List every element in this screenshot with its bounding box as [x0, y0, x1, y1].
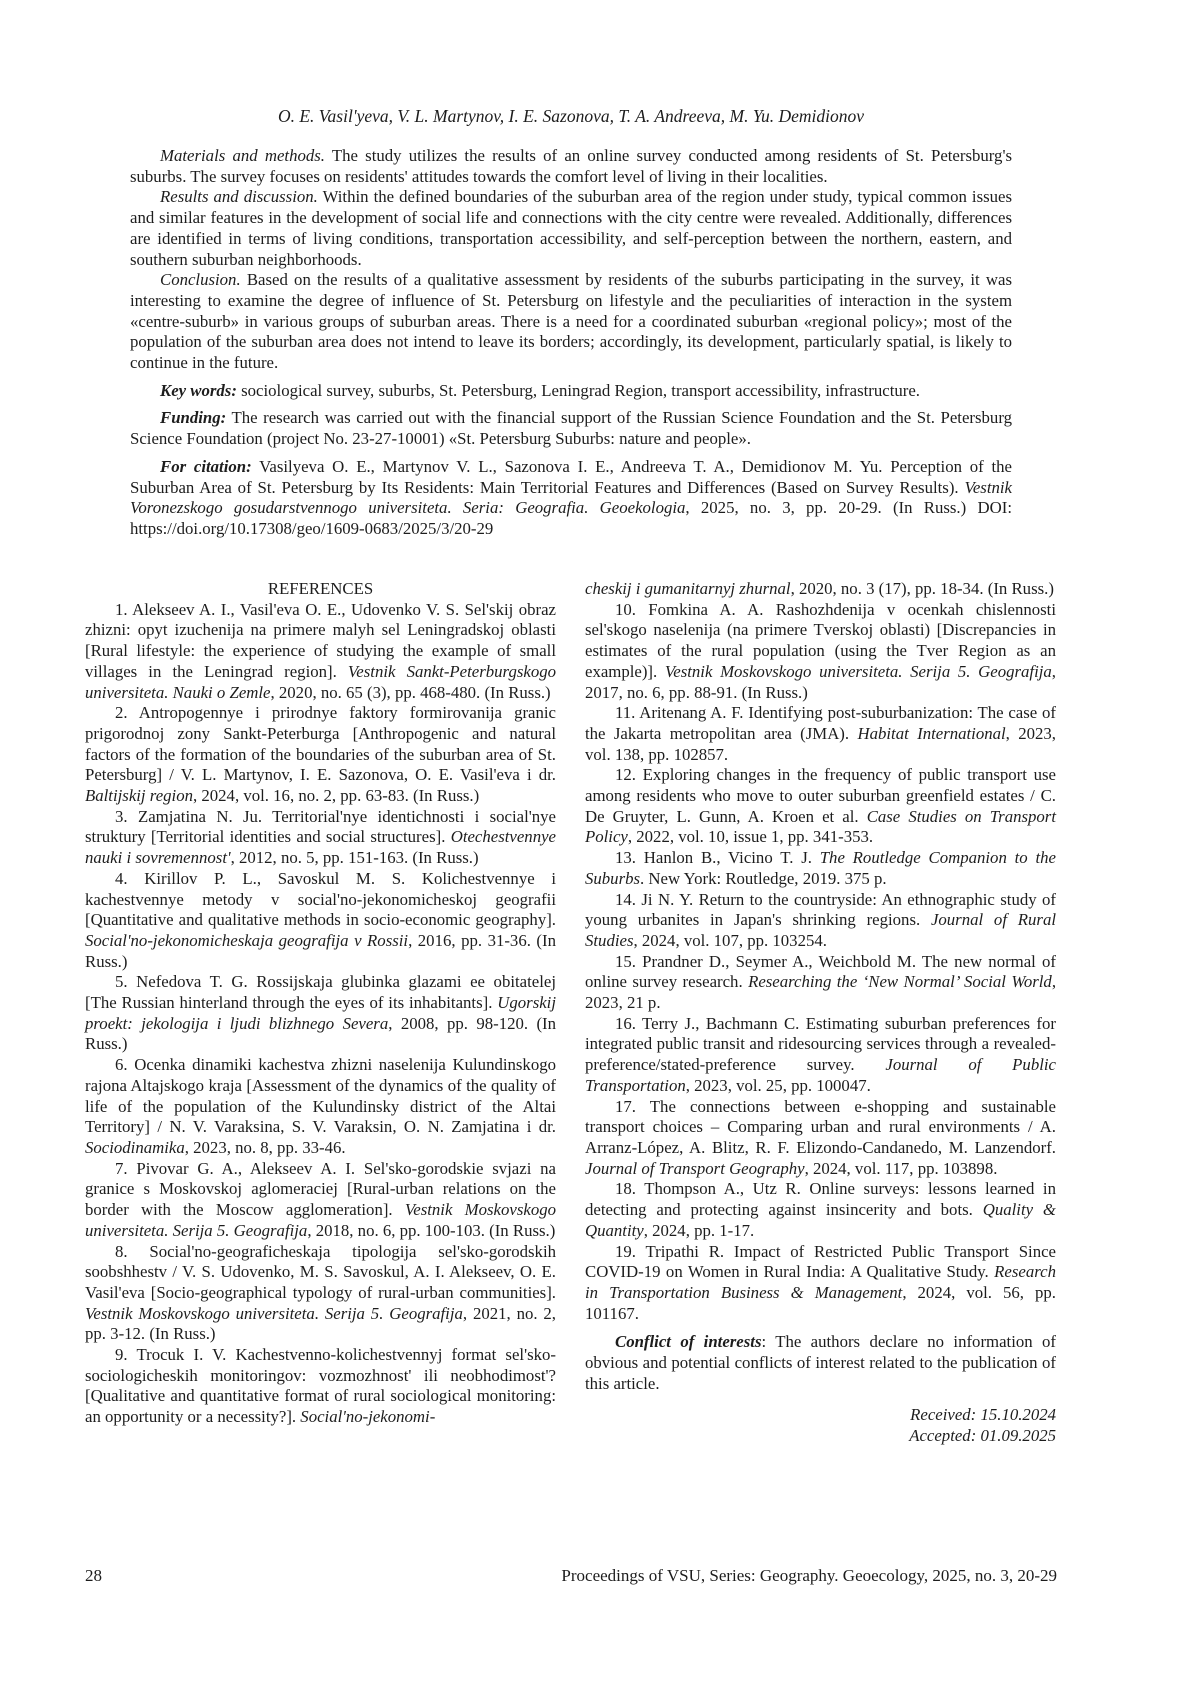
- reference-item-1: 1. Alekseev A. I., Vasil'eva O. E., Udovenko V. S. Sel'skij obraz zhizni: opyt izuchenija na primere malyh sel Leningradskoj oblasti [Rural lifestyle: the experience of studying the example of small villages in the Leningrad region]. Vestnik Sankt-Peterburgskogo universiteta. Nauki o Zemle, 2020, no. 65 (3), pp. 468-480. (In Russ.): [85, 599, 557, 702]
- footer-journal-line: Proceedings of VSU, Series: Geography. Geoecology, 2025, no. 3, 20-29: [561, 1566, 1057, 1585]
- reference-item-10: 10. Fomkina A. A. Rashozhdenija v ocenkah chislennosti sel'skogo naselenija (na primere Tverskoj oblasti) [Discrepancies in estimates of the rural population (using the Tver Region as an example)]. Vestnik Moskovskogo universiteta. Serija 5. Geografija, 2017, no. 6, pp. 88-91. (In Russ.): [585, 599, 1056, 702]
- reference-item-7: 7. Pivovar G. A., Alekseev A. I. Sel'sko-gorodskie svjazi na granice s Moskovskoj aglomeraciej [Rural-urban relations on the border with the Moscow agglomeration]. Vestnik Moskovskogo universiteta. Serija 5. Geografija, 2018, no. 6, pp. 100-103. (In Russ.): [85, 1158, 556, 1240]
- reference-item-6: 6. Ocenka dinamiki kachestva zhizni naselenija Kulundinskogo rajona Altajskogo kraja [Assessment of the dynamics of the quality of life of the population of the Kulundinsky district of the Altai Territory] / N. V. Varaksina, S. V. Varaksin, O. N. Zamjatina i dr. Sociodinamika, 2023, no. 8, pp. 33-46.: [85, 1055, 556, 1157]
- reference-item-11: 11. Aritenang A. F. Identifying post-suburbanization: The case of the Jakarta metropolitan area (JMA). Habitat International, 2023, vol. 138, pp. 102857.: [585, 703, 1056, 764]
- references-heading: REFERENCES: [267, 579, 374, 598]
- reference-item-13: 13. Hanlon B., Vicino T. J. The Routledge Companion to the Suburbs. New York: Routledge, 2019. 375 p.: [585, 848, 1056, 888]
- article-dates: [585, 1405, 1056, 1446]
- references-left-column: [85, 579, 556, 1447]
- annotation-section: [130, 146, 1012, 540]
- key-words-paragraph: Key words: sociological survey, suburbs, St. Petersburg, Leningrad Region, transport accessibility, infrastructure.: [160, 380, 920, 400]
- running-head-authors: O. E. Vasil'yeva, V. L. Martynov, I. E. Sazonova, T. A. Andreeva, M. Yu. Demidionov: [277, 106, 865, 126]
- funding-paragraph: Funding: The research was carried out with the financial support of the Russian Science Foundation and the St. Petersburg Science Foundation (project No. 23-27-10001) «St. Petersburg Suburbs: nature and people».: [130, 408, 1012, 449]
- results-and-discussion-paragraph: Results and discussion. Within the defined boundaries of the suburban area of the region under study, typical common issues and similar features in the development of social life and connections with the city centre were revealed. Additionally, differences are identified in terms of living conditions, transportation accessibility, and self-perception between the northern, eastern, and southern suburban neighborhoods.: [130, 187, 1013, 269]
- materials-and-methods-paragraph: Materials and methods. The study utilizes the results of an online survey conducted among residents of St. Petersburg's suburbs. The survey focuses on residents' attitudes towards the comfort level of living in their localities.: [130, 146, 1013, 186]
- for-citation-paragraph: For citation: Vasilyeva O. E., Martynov V. L., Sazonova I. E., Andreeva T. A., Demidionov M. Yu. Perception of the Suburban Area of St. Petersburg by Its Residents: Main Territorial Features and Differences (Based on Survey Results). Vestnik Voronezskogo gosudarstvennogo universiteta. Seria: Geografia. Geoekologia, 2025, no. 3, pp. 20-29. (In Russ.) DOI: https://doi.org/10.17308/geo/1609-0683/2025/3/20-29: [130, 456, 1012, 538]
- page-number: 28: [85, 1566, 102, 1585]
- references-right-column: [585, 579, 1056, 1447]
- reference-item-8: 8. Social'no-geograficheskaja tipologija sel'sko-gorodskih soobshhestv / V. S. Udovenko, M. S. Savoskul, A. I. Alekseev, O. E. Vasil'eva [Socio-geographical typology of rural-urban communities]. Vestnik Moskovskogo universiteta. Serija 5. Geografija, 2021, no. 2, pp. 3-12. (In Russ.): [85, 1241, 556, 1344]
- references-section: [85, 579, 1057, 1447]
- reference-item-2: 2. Antropogennye i prirodnye faktory formirovanija granic prigorodnoj zony Sankt-Peterburga [Anthropogenic and natural factors of the formation of the boundaries of the suburban area of St. Petersburg] / V. L. Martynov, I. E. Sazonova, O. E. Vasil'eva i dr. Baltijskij region, 2024, vol. 16, no. 2, pp. 63-83. (In Russ.): [85, 703, 556, 806]
- page-footer: [85, 1565, 1057, 1586]
- reference-item-12: 12. Exploring changes in the frequency of public transport use among residents who move to outer suburban greenfield estates / C. De Gruyter, L. Gunn, A. Kroen et al. Case Studies on Transport Policy, 2022, vol. 10, issue 1, pp. 341-353.: [585, 765, 1057, 847]
- reference-item-16: 16. Terry J., Bachmann C. Estimating suburban preferences for integrated public transit and ridesourcing services through a revealed-preference/stated-preference survey. Journal of Public Transportation, 2023, vol. 25, pp. 100047.: [585, 1013, 1056, 1095]
- conclusion-paragraph: Conclusion. Based on the results of a qualitative assessment by residents of the suburbs participating in the survey, it was interesting to examine the degree of influence of St. Petersburg on lifestyle and the peculiarities of interaction in the system «centre-suburb» in various groups of suburban areas. There is a need for a coordinated suburban «regional policy»; most of the population of the suburban area does not intend to leave its borders; accordingly, its development, particularly spatial, is likely to continue in the future.: [130, 270, 1012, 373]
- reference-item-5: 5. Nefedova T. G. Rossijskaja glubinka glazami ee obitatelej [The Russian hinterland through the eyes of its inhabitants]. Ugorskij proekt: jekologija i ljudi blizhnego Severa, 2008, pp. 98-120. (In Russ.): [85, 972, 557, 1054]
- reference-item-18: 18. Thompson A., Utz R. Online surveys: lessons learned in detecting and protecting against insincerity and bots. Quality & Quantity, 2024, pp. 1-17.: [585, 1179, 1056, 1240]
- reference-item-9: 9. Trocuk I. V. Kachestvenno-kolichestvennyj format sel'sko-sociologicheskih monitoringov: vozmozhnost' ili neobhodimost'? [Qualitative and quantitative format of rural sociological monitoring: an opportunity or a necessity?]. Social'no-jekonomi-: [85, 1345, 556, 1427]
- reference-item-3: 3. Zamjatina N. Ju. Territorial'nye identichnosti i social'nye struktury [Territorial identities and social structures]. Otechestvennye nauki i sovremennost', 2012, no. 5, pp. 151-163. (In Russ.): [85, 806, 556, 868]
- conflict-of-interests-paragraph: Conflict of interests: The authors declare no information of obvious and potential conflicts of interest related to the publication of this article.: [585, 1332, 1056, 1393]
- reference-item-4: 4. Kirillov P. L., Savoskul M. S. Kolichestvennye i kachestvennye metody v social'no-jekonomicheskoj geografii [Quantitative and qualitative methods in socio-economic geography]. Social'no-jekonomicheskaja geografija v Rossii, 2016, pp. 31-36. (In Russ.): [85, 868, 556, 971]
- reference-item-9-continuation: cheskij i gumanitarnyj zhurnal, 2020, no. 3 (17), pp. 18-34. (In Russ.): [585, 579, 1054, 598]
- accepted-date: Accepted: 01.09.2025: [909, 1426, 1056, 1446]
- reference-item-17: 17. The connections between e-shopping and sustainable transport choices – Comparing urban and rural environments / A. Arranz-López, A. Blitz, R. F. Elizondo-Candanedo, M. Lanzendorf. Journal of Transport Geography, 2024, vol. 117, pp. 103898.: [585, 1096, 1056, 1178]
- received-date: Received: 15.10.2024: [910, 1405, 1056, 1425]
- reference-item-14: 14. Ji N. Y. Return to the countryside: An ethnographic study of young urbanites in Japan's shrinking regions. Journal of Rural Studies, 2024, vol. 107, pp. 103254.: [585, 889, 1056, 950]
- reference-item-15: 15. Prandner D., Seymer A., Weichbold M. The new normal of online survey research. Researching the ‘New Normal’ Social World, 2023, 21 p.: [585, 951, 1057, 1013]
- reference-item-19: 19. Tripathi R. Impact of Restricted Public Transport Since COVID-19 on Women in Rural India: A Qualitative Study. Research in Transportation Business & Management, 2024, vol. 56, pp. 101167.: [585, 1241, 1056, 1323]
